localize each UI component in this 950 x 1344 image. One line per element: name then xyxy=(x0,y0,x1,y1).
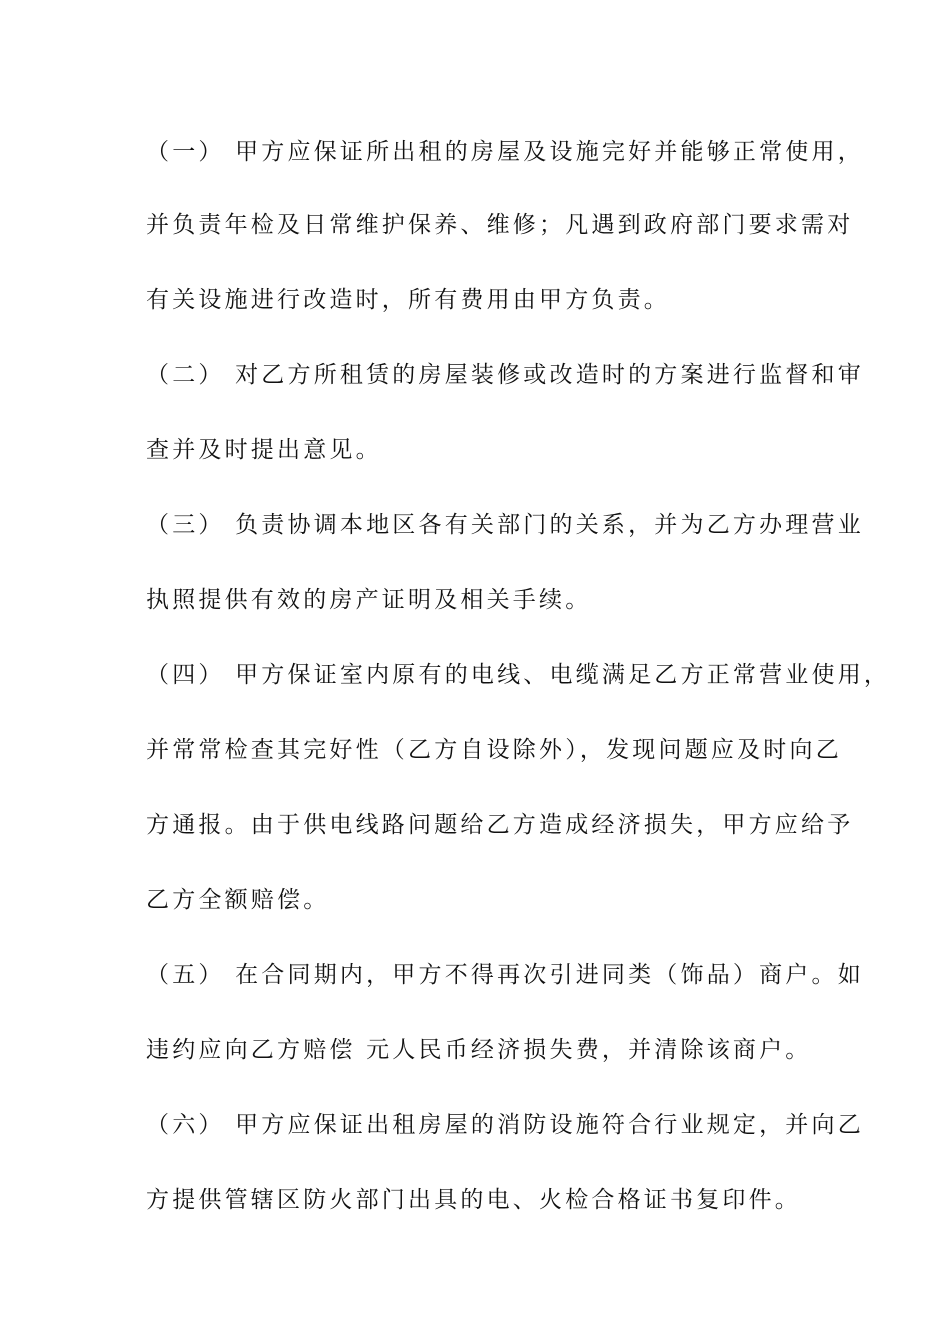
clause-1-line-1: （一） 甲方应保证所出租的房屋及设施完好并能够正常使用， xyxy=(146,139,864,165)
clause-6-line-1: （六） 甲方应保证出租房屋的消防设施符合行业规定，并向乙 xyxy=(146,1112,864,1138)
clause-2-line-2: 查并及时提出意见。 xyxy=(146,437,382,463)
clause-3-line-1: （三） 负责协调本地区各有关部门的关系，并为乙方办理营业 xyxy=(146,512,864,538)
clause-4-line-4: 乙方全额赔偿。 xyxy=(146,887,330,913)
clause-5-line-1: （五） 在合同期内，甲方不得再次引进同类（饰品）商户。如 xyxy=(146,962,864,988)
clause-3-line-2: 执照提供有效的房产证明及相关手续。 xyxy=(146,587,592,613)
clause-5-line-2: 违约应向乙方赔偿 元人民币经济损失费，并清除该商户。 xyxy=(146,1037,812,1063)
clause-4-line-3: 方通报。由于供电线路问题给乙方造成经济损失，甲方应给予 xyxy=(146,812,854,838)
clause-6-line-2: 方提供管辖区防火部门出具的电、火检合格证书复印件。 xyxy=(146,1187,801,1213)
clause-4-line-1: （四） 甲方保证室内原有的电线、电缆满足乙方正常营业使用， xyxy=(146,662,891,688)
clause-1-line-2: 并负责年检及日常维护保养、维修；凡遇到政府部门要求需对 xyxy=(146,212,854,238)
clause-1-line-3: 有关设施进行改造时，所有费用由甲方负责。 xyxy=(146,287,670,313)
clause-4-line-2: 并常常检查其完好性（乙方自设除外），发现问题应及时向乙 xyxy=(146,737,842,763)
clause-2-line-1: （二） 对乙方所租赁的房屋装修或改造时的方案进行监督和审 xyxy=(146,362,864,388)
